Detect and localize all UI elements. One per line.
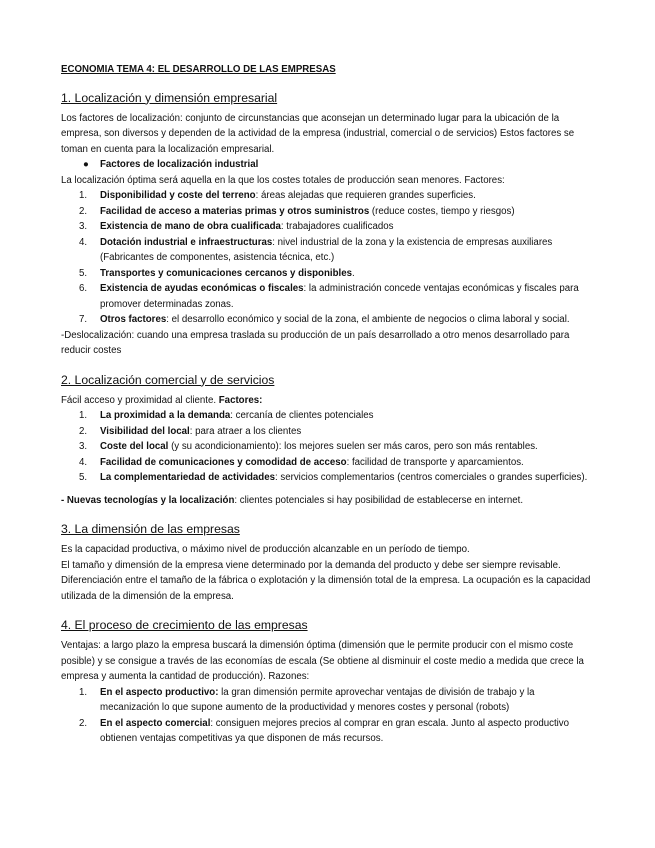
list-item-text: la gran dimensión permite aprovechar ventajas de división de trabajo y la mecanización lo que supone aumento de la productividad y menores costes y personal (robots): [100, 686, 535, 713]
list-item-term: Facilidad de comunicaciones y comodidad de acceso: [100, 456, 347, 468]
list-item-text: (reduce costes, tiempo y riesgos): [369, 205, 515, 217]
section-4-reason-list: [61, 685, 595, 747]
list-item-term: Coste del local: [100, 441, 169, 452]
list-number: 2.: [79, 717, 88, 729]
list-item: [61, 266, 595, 282]
list-item: [61, 312, 595, 328]
section-3-heading: 3. La dimensión de las empresas: [61, 522, 240, 536]
document-title: ECONOMIA TEMA 4: EL DESARROLLO DE LAS EMPRESAS: [61, 64, 336, 75]
list-item-text: : nivel industrial de la zona y la existencia de empresas auxiliares (Fabricantes de componentes, asistencia técnica, etc.): [100, 236, 553, 263]
bullet-factores-industrial: [61, 157, 595, 173]
list-item-text: : la administración concede ventajas económicas y fiscales para promover determinadas zonas.: [100, 283, 579, 310]
section-1-factor-list: [61, 188, 595, 328]
section-4-heading: 4. El proceso de crecimiento de las empresas: [61, 618, 308, 632]
nuevas-tecnologias-term: - Nuevas tecnologías y la localización: [61, 494, 235, 506]
list-item: [61, 188, 595, 204]
list-item: [61, 716, 595, 747]
list-item-text: : el desarrollo económico y social de la zona, el ambiente de negocios o clima laboral y social.: [166, 314, 570, 325]
list-item-term: Visibilidad del local: [100, 425, 190, 437]
list-number: 5.: [79, 267, 88, 279]
section-4-intro: Ventajas: a largo plazo la empresa buscará la dimensión óptima (dimensión que le permite producir con el mismo coste posible) y se consigue a través de las economías de escala (Se obtiene al disminuir el coste medio a medida que crece la empresa y aumenta la cantidad de producción). Razones:: [61, 640, 584, 682]
section-1-optima: La localización óptima será aquella en la que los costes totales de producción sean menores. Factores:: [61, 174, 505, 186]
list-item: [61, 424, 595, 440]
section-1-intro: Los factores de localización: conjunto de circunstancias que aconsejan un determinado lugar para la ubicación de la empresa, son diversos y dependen de la actividad de la empresa (industrial, comercial o de servicios) Estos factores se toman en cuenta para la localización empresarial.: [61, 112, 575, 155]
section-2-intro-factores: Factores:: [218, 394, 263, 406]
list-item: [61, 455, 595, 471]
list-item: [61, 281, 595, 312]
list-item: [61, 235, 595, 266]
list-item: [61, 470, 595, 486]
list-item: [61, 219, 595, 235]
list-number: 5.: [79, 472, 88, 483]
list-item: [61, 204, 595, 220]
list-number: 4.: [79, 456, 88, 468]
list-number: 2.: [79, 205, 88, 217]
list-item-term: La complementariedad de actividades: [100, 472, 275, 483]
list-number: 6.: [79, 283, 88, 294]
list-item-text: : para atraer a los clientes: [189, 425, 302, 437]
list-number: 4.: [79, 236, 88, 248]
list-item-term: En el aspecto productivo:: [100, 686, 219, 698]
list-number: 1.: [79, 686, 88, 698]
bullet-dot-icon: ●: [83, 159, 89, 170]
nuevas-tecnologias-note: [61, 493, 595, 509]
list-item-term: Facilidad de acceso a materias primas y otros suministros: [100, 205, 370, 217]
section-2-intro-text: Fácil acceso y proximidad al cliente.: [61, 394, 219, 406]
list-item-text: : cercanía de clientes potenciales: [230, 410, 374, 421]
list-number: 7.: [79, 314, 88, 325]
list-item-text: : servicios complementarios (centros comerciales o grandes superficies).: [274, 472, 588, 483]
list-item-term: Existencia de ayudas económicas o fiscales: [100, 283, 304, 294]
list-item-term: Transportes y comunicaciones cercanos y disponibles: [100, 267, 352, 279]
list-number: 3.: [79, 441, 88, 452]
list-item-text: : consiguen mejores precios al comprar en gran escala. Junto al aspecto productivo obtienen ventajas competitivas ya que disponen de más recursos.: [100, 717, 570, 744]
deslocalizacion-note: -Deslocalización: cuando una empresa traslada su producción de un país desarrollado a otro menos desarrollado para reducir costes: [61, 329, 570, 356]
nuevas-tecnologias-text: : clientes potenciales si hay posibilidad de establecerse en internet.: [234, 494, 524, 506]
list-item: [61, 408, 595, 424]
section-3-paragraph-1: Es la capacidad productiva, o máximo nivel de producción alcanzable en un período de tiempo.: [61, 544, 470, 555]
section-2-intro: [61, 393, 595, 409]
list-item-text: : facilidad de transporte y aparcamientos.: [346, 456, 524, 468]
list-number: 2.: [79, 425, 88, 437]
list-item-term: Disponibilidad y coste del terreno: [100, 190, 256, 201]
list-item: [61, 439, 595, 455]
list-number: 1.: [79, 410, 88, 421]
list-number: 3.: [79, 221, 88, 232]
list-item-term: Dotación industrial e infraestructuras: [100, 236, 273, 248]
list-item: [61, 685, 595, 716]
list-item-term: La proximidad a la demanda: [100, 410, 231, 421]
list-item-text: (y su acondicionamiento): los mejores suelen ser más caros, pero son más rentables.: [168, 441, 538, 452]
list-item-term: En el aspecto comercial: [100, 717, 211, 729]
bullet-label: Factores de localización industrial: [100, 159, 259, 170]
section-1-heading: 1. Localización y dimensión empresarial: [61, 90, 278, 105]
list-number: 1.: [79, 190, 88, 201]
list-item-text: : trabajadores cualificados: [280, 221, 394, 232]
section-2-heading: 2. Localización comercial y de servicios: [61, 372, 275, 387]
section-3-paragraph-2: El tamaño y dimensión de la empresa viene determinado por la demanda del producto y debe ser siempre revisable. Diferenciación entre el tamaño de la fábrica o explotación y la dimensión total de la empresa. La ocupación es la capacidad utilizada de la dimensión de la empresa.: [61, 559, 591, 602]
list-item-term: Existencia de mano de obra cualificada: [100, 221, 281, 232]
list-item-term: Otros factores: [100, 314, 167, 325]
list-item-text: .: [351, 267, 355, 279]
list-item-text: : áreas alejadas que requieren grandes superficies.: [255, 190, 476, 201]
section-2-factor-list: [61, 408, 595, 486]
